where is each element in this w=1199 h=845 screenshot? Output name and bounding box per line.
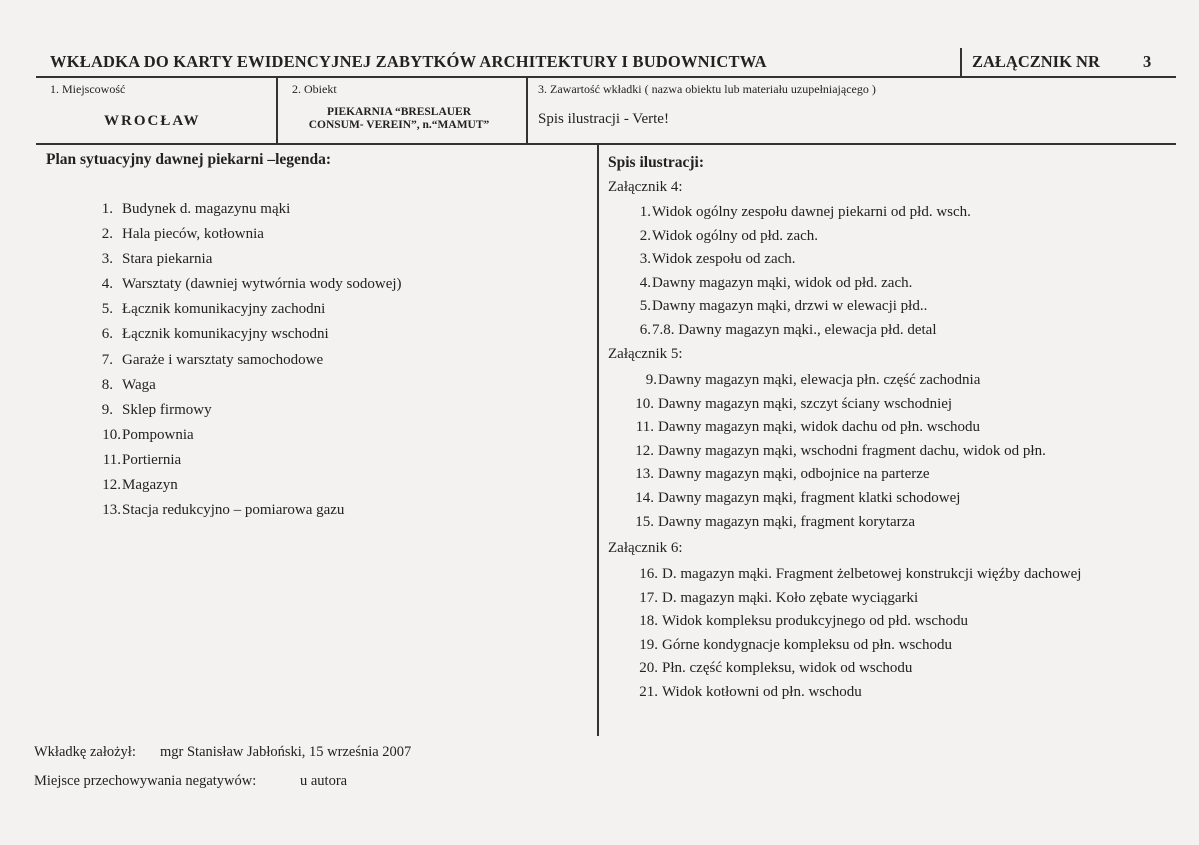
item-number: 5. [639,298,651,315]
list-item [101,351,402,377]
item-number: 12. [102,477,121,494]
item-number: 8. [101,376,113,393]
list-item [639,321,971,346]
illustrations-title: Spis ilustracji: [608,154,705,171]
item-number: 10. [635,395,654,412]
item-number: 6. [101,326,113,343]
list-item [102,502,402,527]
item-number: 11. [635,419,654,436]
list-item [639,227,971,252]
list-item [101,326,402,351]
list-item [639,274,971,299]
item-text: Garaże i warsztaty samochodowe [122,351,324,368]
list-item [635,395,1046,420]
item-text: Stacja redukcyjno – pomiarowa gazu [122,502,345,519]
item-text: Widok ogólny od płd. zach. [652,227,819,244]
list-item [639,636,1081,661]
annex-5-heading: Załącznik 5: [608,346,683,362]
fields-divider-2 [526,77,528,144]
item-text: D. magazyn mąki. Koło zębate wyciągarki [662,589,919,606]
annex-4-list [639,204,971,346]
list-item [639,251,971,275]
item-number: 1. [101,201,113,217]
header-bottom-line [36,76,1176,78]
item-number: 19. [639,636,658,653]
list-item [101,251,402,276]
content-value: Spis ilustracji - Verte! [538,111,669,127]
item-text: Łącznik komunikacyjny zachodni [122,301,326,318]
item-text: Widok ogólny zespołu dawnej piekarni od płd. wsch. [652,204,971,220]
annex-label: ZAŁĄCZNIK NR [972,52,1100,71]
list-item [645,372,1046,396]
list-item [639,566,1082,590]
item-number: 20. [639,660,658,677]
item-text: Dawny magazyn mąki, widok od płd. zach. [652,274,913,291]
item-number: 16. [639,566,658,582]
object-value-line1: PIEKARNIA “BRESLAUER [326,106,472,118]
item-number: 12. [635,442,654,459]
list-item [639,298,971,322]
list-item [102,477,402,502]
list-item [635,442,1046,467]
content-label: 3. Zawartość wkładki ( nazwa obiektu lub materiału uzupełniającego ) [538,82,876,96]
place-label: 1. Miejscowość [50,82,126,96]
list-item [102,451,402,477]
item-number: 3. [101,251,113,268]
item-number: 11. [102,451,121,468]
item-text: Waga [122,376,156,393]
item-number: 4. [101,276,113,293]
document-title: WKŁADKA DO KARTY EWIDENCYJNEJ ZABYTKÓW ARCHITEKTURY I BUDOWNICTWA [50,52,767,71]
list-item [635,419,1046,443]
item-number: 7. [101,351,113,368]
fields-bottom-line [36,143,1176,145]
item-text: Widok zespołu od zach. [652,251,796,268]
item-text: Budynek d. magazynu mąki [122,201,291,217]
item-text: Dawny magazyn mąki, drzwi w elewacji płd.. [652,298,928,315]
list-item [101,276,402,301]
list-item [639,589,1081,614]
item-number: 15. [635,513,654,530]
object-label: 2. Obiekt [292,82,337,96]
item-number: 3. [639,251,651,268]
list-item [635,513,1046,538]
item-text: Sklep firmowy [122,401,212,418]
item-text: Dawny magazyn mąki, elewacja płn. część zachodnia [658,372,981,388]
item-number: 2. [101,226,113,243]
object-value-line2: CONSUM- VEREIN”, n.“MAMUT” [308,119,490,131]
list-item [101,201,402,226]
item-number: 21. [639,683,658,700]
item-text: Dawny magazyn mąki, fragment klatki schodowej [658,489,961,506]
object-value [276,106,522,132]
item-text: Portiernia [122,451,182,468]
item-number: 13. [102,502,121,519]
list-item [639,683,1081,708]
item-text: Widok kotłowni od płn. wschodu [662,683,862,700]
list-item [101,301,402,326]
item-text: Stara piekarnia [122,251,213,268]
item-text: Górne kondygnacje kompleksu od płn. wschodu [662,636,952,653]
annex-6-heading: Załącznik 6: [608,540,683,556]
item-number: 13. [635,466,654,483]
item-number: 6. [639,321,651,338]
item-number: 17. [639,589,658,606]
item-text: Dawny magazyn mąki, odbojnice na parterze [658,466,930,483]
header-divider [960,48,962,77]
item-text: Płn. część kompleksu, widok od wschodu [662,660,913,677]
annex-6-list [639,566,1082,708]
item-text: Dawny magazyn mąki, widok dachu od płn. wschodu [658,419,981,436]
list-item [101,226,402,251]
annex-number: 3 [1143,52,1152,71]
item-number: 9. [101,401,113,418]
list-item [639,660,1081,684]
list-item [635,466,1046,490]
item-text: Warsztaty (dawniej wytwórnia wody sodowej) [122,276,402,293]
author-value: mgr Stanisław Jabłoński, 15 września 2007 [160,744,412,760]
list-item [101,376,402,402]
annex-5-list [635,372,1046,537]
list-item [635,489,1046,514]
item-text: 7.8. Dawny magazyn mąki., elewacja płd. detal [652,321,937,338]
item-text: Łącznik komunikacyjny wschodni [122,326,329,343]
list-item [639,613,1081,637]
storage-value: u autora [300,773,348,789]
column-divider [597,144,599,736]
item-text: Hala pieców, kotłownia [122,226,264,243]
place-value: WROCŁAW [104,113,201,129]
list-item [102,426,402,452]
author-label: Wkładkę założył: [34,744,136,760]
item-number: 2. [639,227,651,244]
storage-label: Miejsce przechowywania negatywów: [34,773,257,789]
item-number: 1. [639,204,651,220]
item-text: Dawny magazyn mąki, wschodni fragment dachu, widok od płn. [658,442,1046,459]
annex-4-heading: Załącznik 4: [608,179,683,195]
item-number: 4. [639,274,651,291]
item-text: D. magazyn mąki. Fragment żelbetowej konstrukcji więźby dachowej [662,566,1082,582]
legend-list [101,201,402,527]
legend-title: Plan sytuacyjny dawnej piekarni –legenda: [46,151,332,168]
item-number: 10. [102,426,121,443]
list-item [101,401,402,427]
item-text: Widok kompleksu produkcyjnego od płd. wschodu [662,613,969,630]
item-text: Dawny magazyn mąki, fragment korytarza [658,513,915,530]
item-text: Dawny magazyn mąki, szczyt ściany wschodniej [658,395,953,412]
item-number: 18. [639,613,658,630]
item-text: Pompownia [122,426,194,443]
list-item [639,204,971,228]
item-number: 5. [101,301,113,318]
item-number: 9. [645,372,657,388]
item-number: 14. [635,489,654,506]
item-text: Magazyn [122,477,178,494]
